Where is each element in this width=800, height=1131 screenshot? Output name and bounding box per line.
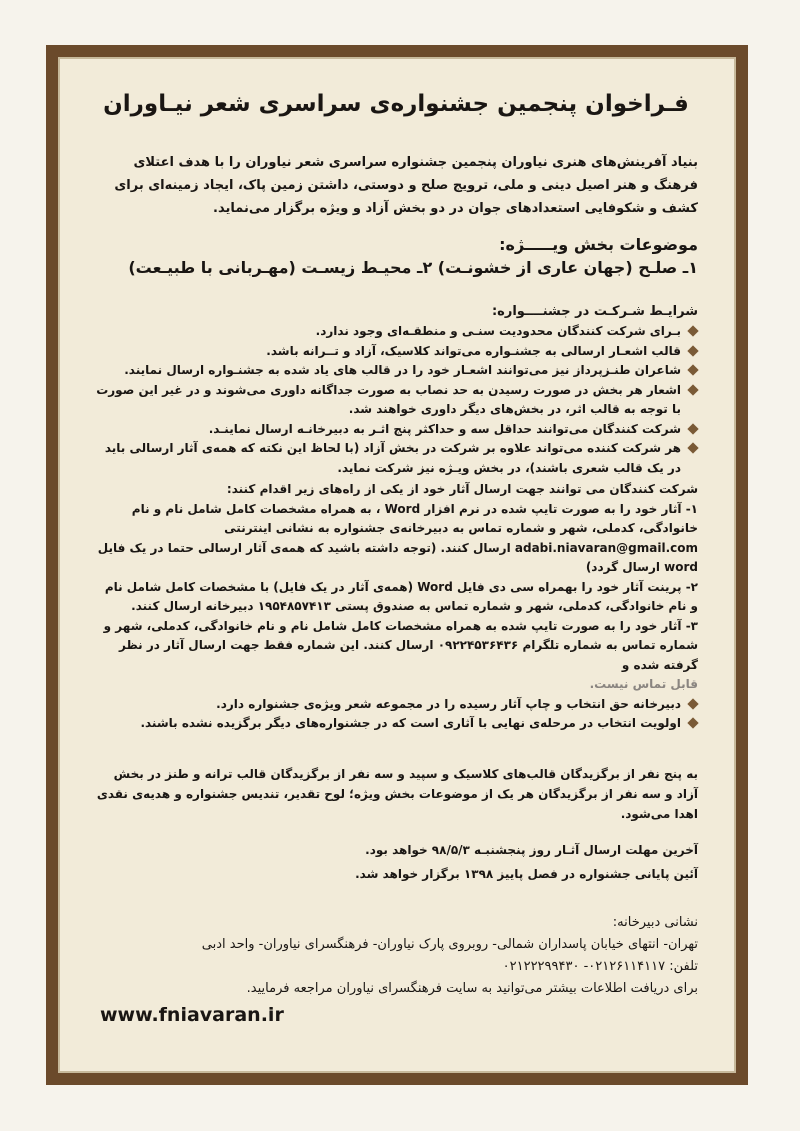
bullet-diamond-icon: [687, 717, 698, 728]
method-telegram-note: قابل تماس نیست.: [589, 677, 698, 691]
condition-text: هر شرکت کننده می‌تواند علاوه بر شرکت در بخش آزاد (با لحاظ این نکته که همه‌ی آثار ارسالی باید در یک قالب شعری باشند)، در بخش ویـژه نیز شرکت نماید.: [104, 441, 681, 475]
condition-item: [94, 420, 698, 440]
ceremony-text: آئین پایانی جشنواره در فصل پاییز ۱۳۹۸ برگزار خواهد شد.: [355, 866, 698, 881]
condition-item: [94, 439, 698, 478]
more-info-text: برای دریافت اطلاعات بیشتر می‌توانید به سایت فرهنگسرای نیاوران مراجعه فرمایید.: [246, 980, 698, 996]
poster-frame: [46, 45, 748, 1085]
rule-item: [94, 714, 698, 734]
intro-paragraph: بنیاد آفرینش‌های هنری نیاوران پنجمین جشنواره سراسری شعر نیاوران را با هدف اعتلای فرهنگ و هنر اصیل دینی و ملی، ترویج صلح و دوستی، داشتن زمین پاک، ایجاد زمینه‌ای برای کشف و شکوفایی استعدادهای جوان در دو بخش آزاد و ویژه برگزار می‌نماید.: [114, 155, 698, 216]
bullet-diamond-icon: [687, 384, 698, 395]
rules-list: [94, 695, 698, 734]
prizes-paragraph: به پنج نفر از برگزیدگان قالب‌های کلاسیک و سپید و سه نفر از برگزیدگان قالب ترانه و طنز در بخش آزاد و سه نفر از برگزیدگان هر یک از موضوعات بخش ویژه؛ لوح تقدیر، تندیس جشنواره و هدیه‌ی نقدی اهدا می‌شود.: [96, 766, 698, 821]
method-email: ۱- آثار خود را به صورت تایپ شده در نرم افزار Word ، به همراه مشخصات کامل شامل نام و نام خانوادگی، کدملی، شهر و شماره تماس به دبیرخانه‌ی جشنواره به نشانی اینترنتی adabi.niavaran@gmail.com ارسال کنند. (توجه داشته باشید که همه‌ی آثار ارسالی حتما در یک فایل word ارسال گردد): [97, 501, 698, 574]
condition-item: [94, 381, 698, 420]
deadline-text: آخرین مهلت ارسال آثـار روز پنجشنبـه ۹۸/۵/۳ خواهد بود.: [365, 842, 698, 857]
rule-item: [94, 695, 698, 715]
phone-numbers: تلفن: ۰۲۱۲۶۱۱۴۱۱۷- ۰۲۱۲۲۲۹۹۴۳۰: [502, 958, 698, 974]
rule-text: دبیرخانه حق انتخاب و چاپ آثار رسیده را در مجموعه شعر ویژه‌ی جشنواره دارد.: [216, 696, 681, 711]
bullet-diamond-icon: [687, 325, 698, 336]
page-title: فـراخوان پنجمین جشنواره‌ی سراسری شعر نیـاوران: [103, 91, 689, 117]
topics-heading: موضوعات بخش ویـــــژه:: [499, 235, 698, 254]
condition-text: اشعار هر بخش در صورت رسیدن به حد نصاب به صورت جداگانه داوری می‌شوند و در غیر این صورت با توجه به قالب اثر، در بخش‌های دیگر داوری خواهند شد.: [96, 382, 681, 416]
conditions-heading: شرایـط شـرکـت در جشنــــواره:: [491, 304, 698, 319]
condition-item: [94, 361, 698, 381]
bullet-diamond-icon: [687, 423, 698, 434]
poster-paper: [58, 57, 736, 1073]
conditions-list: [94, 322, 698, 478]
address-heading: نشانی دبیرخانه:: [612, 914, 698, 930]
condition-text: بـرای شرکت کنندگان محدودیت سنـی و منطقـه‌ای وجود ندارد.: [315, 324, 681, 338]
website-link[interactable]: www.fniavaran.ir: [100, 1003, 284, 1026]
condition-text: شرکت کنندگان می‌توانند حداقل سه و حداکثر پنج اثـر به دبیرخانـه ارسال نماینـد.: [208, 421, 681, 436]
address-line: تهران- انتهای خیابان پاسداران شمالی- روبروی پارک نیاوران- فرهنگسرای نیاوران- واحد ادبی: [201, 936, 698, 952]
condition-item: [94, 322, 698, 342]
method-post: ۲- پرینت آثار خود را بهمراه سی دی فایل Word (همه‌ی آثار در یک فایل) با مشخصات کامل شامل نام و نام خانوادگی، کدملی، شهر و شماره تماس به صندوق پستی ۱۹۵۴۸۵۷۴۱۳ دبیرخانه ارسال کنند.: [104, 579, 698, 613]
bullet-diamond-icon: [687, 345, 698, 356]
condition-text: قالب اشعـار ارسالی به جشنـواره می‌تواند کلاسیک، آزاد و تــرانه باشد.: [266, 343, 681, 358]
bullet-diamond-icon: [687, 364, 698, 375]
method-telegram: ۳- آثار خود را به صورت تایپ شده به همراه مشخصات کامل شامل نام و نام خانوادگی، کدملی، شهر و شماره تماس به شماره تلگرام ۰۹۲۲۴۵۳۶۴۳۶ ارسال کنند. این شماره فقط جهت ارسال آثار در نظر گرفته شده و: [103, 618, 698, 672]
condition-item: [94, 342, 698, 362]
rule-text: اولویت انتخاب در مرحله‌ی نهایی با آثاری است که در جشنواره‌های دیگر برگزیده نشده باشند.: [140, 716, 681, 730]
methods-heading: شرکت کنندگان می توانند جهت ارسال آثار خود از یکی از راه‌های زیر اقدام کنند:: [226, 482, 698, 496]
condition-text: شاعران طنـزپرداز نیز می‌توانند اشعـار خود را در قالب های یاد شده به جشنـواره ارسال نمایند.: [124, 363, 681, 377]
topics-items: ۱ـ صلـح (جهان عاری از خشونـت) ۲ـ محیـط زیسـت (مهـربانی با طبیـعت): [128, 258, 698, 277]
bullet-diamond-icon: [687, 442, 698, 453]
bullet-diamond-icon: [687, 698, 698, 709]
